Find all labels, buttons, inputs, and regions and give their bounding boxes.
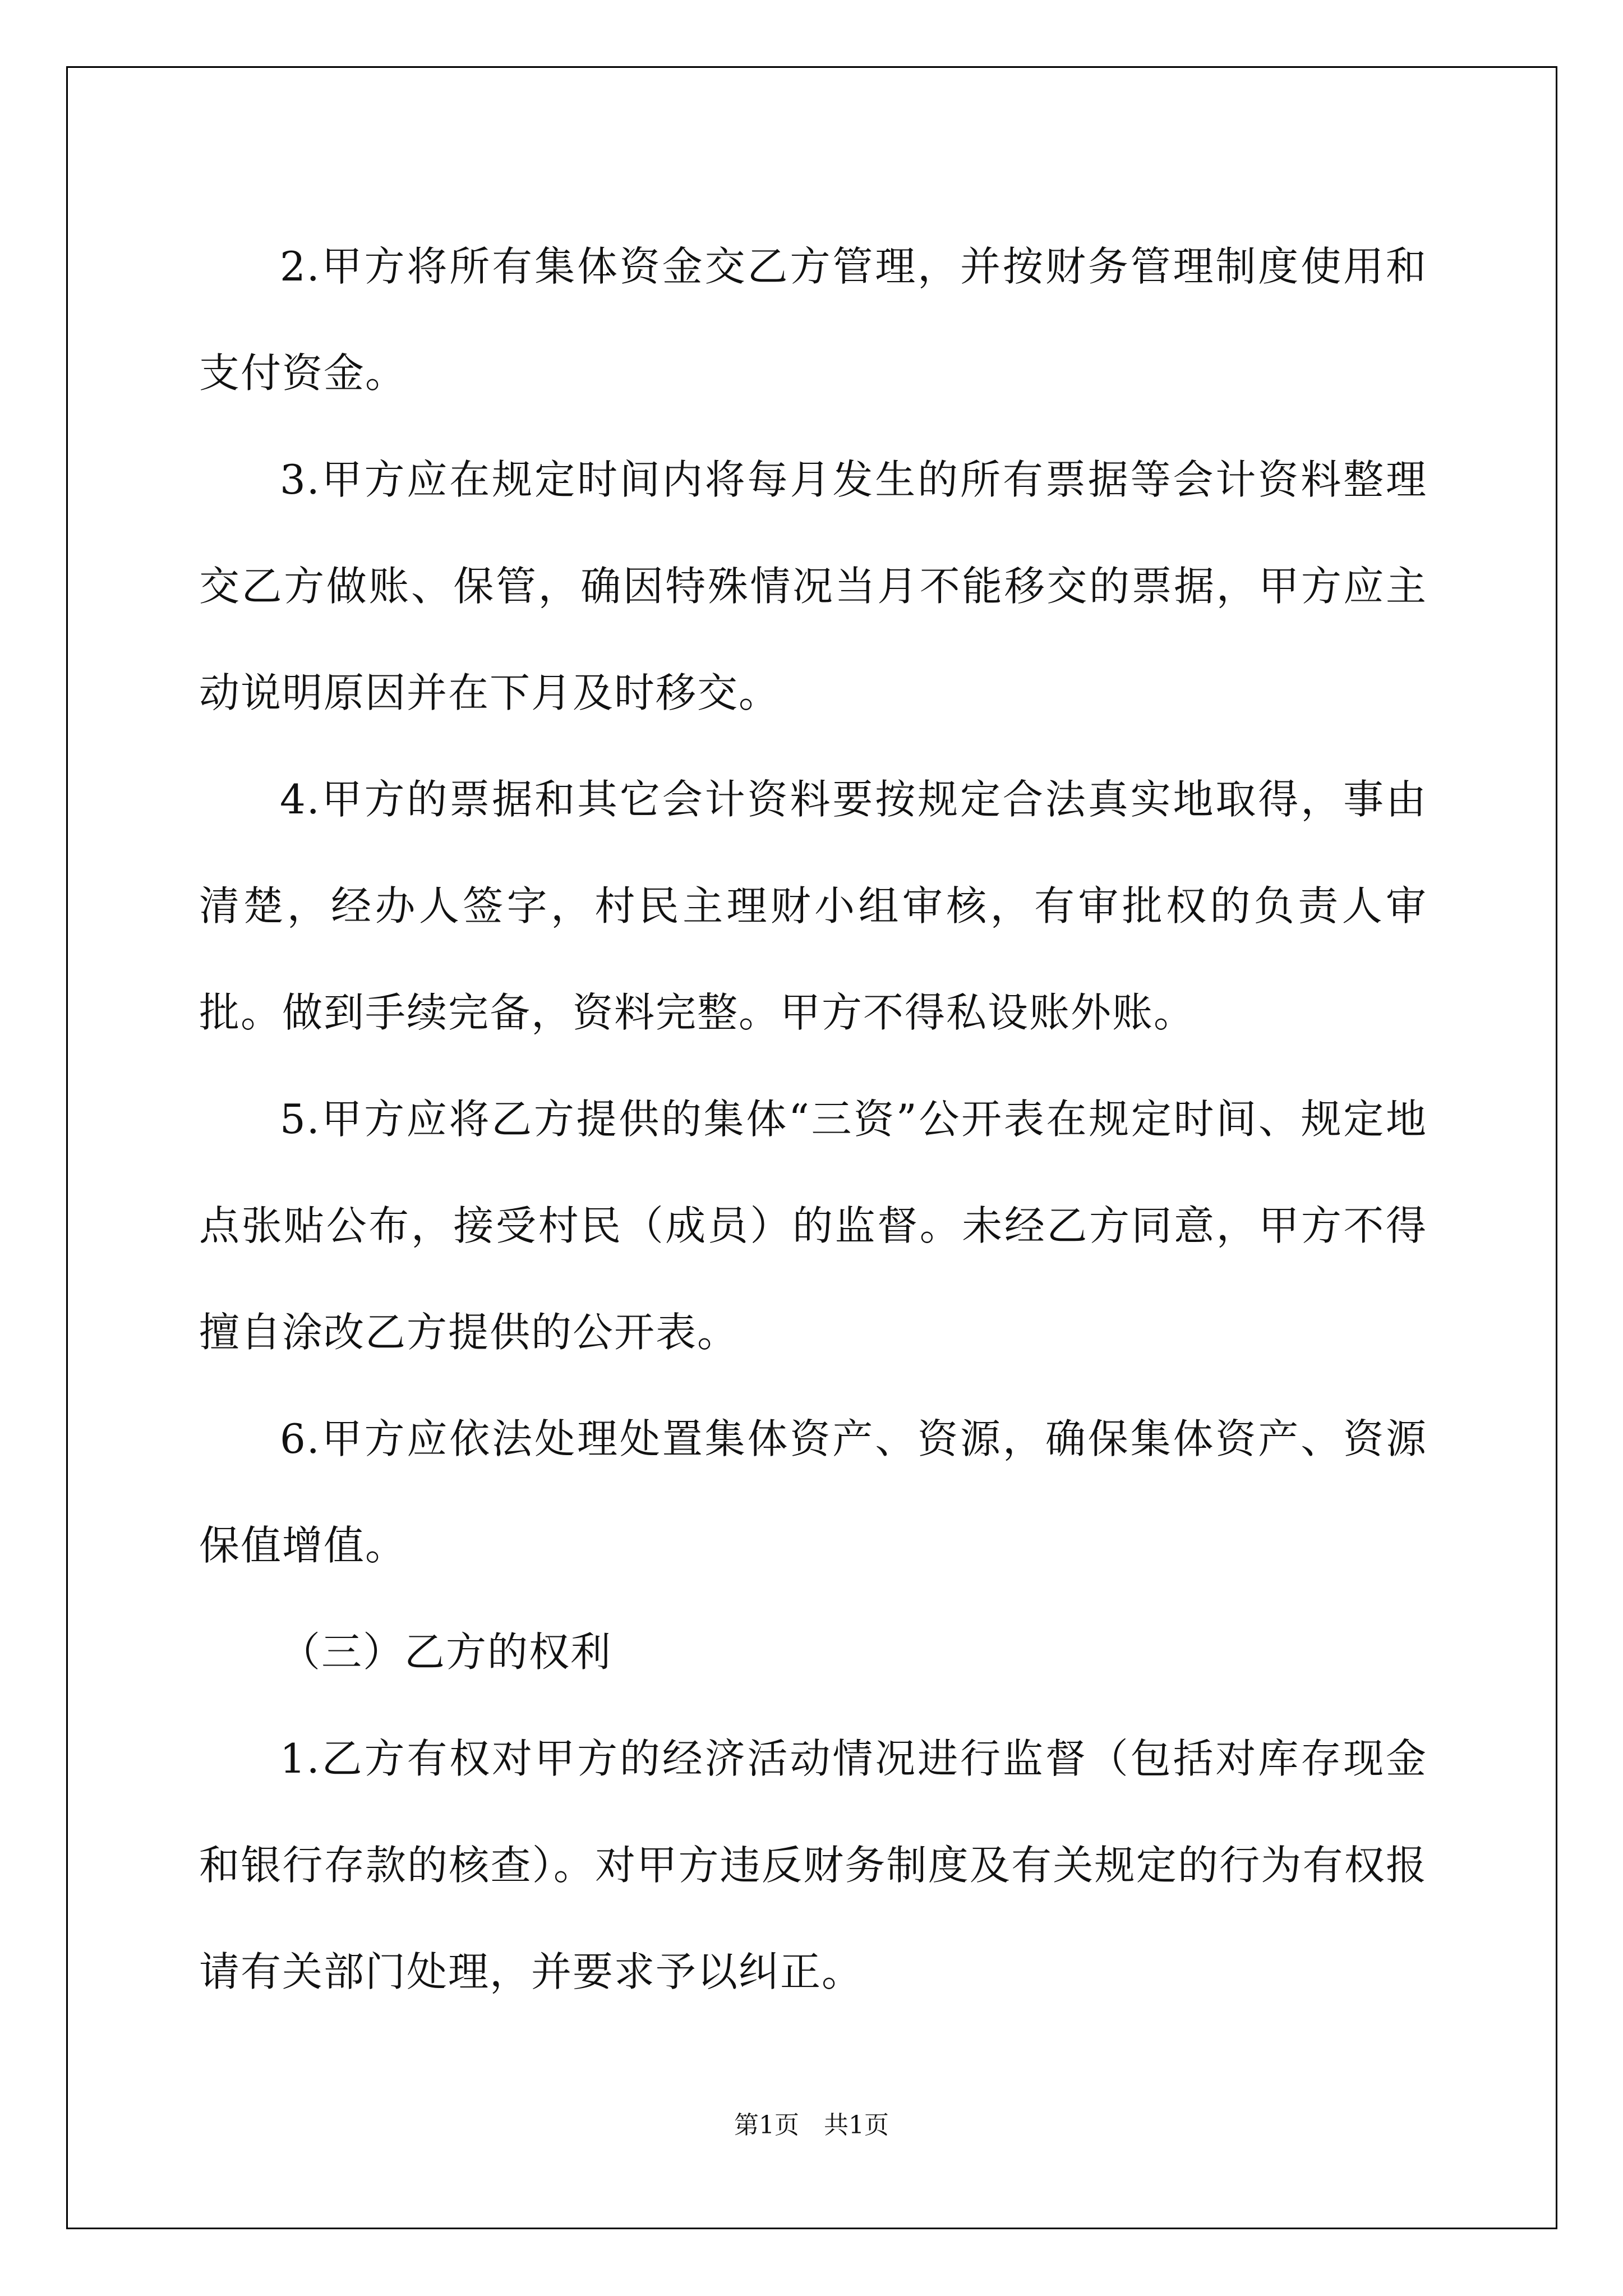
paragraph-item-1: 1.乙方有权对甲方的经济活动情况进行监督（包括对库存现金和银行存款的核查）。对甲方违反财务制度及有关规定的行为有权报请有关部门处理，并要求予以纠正。 — [199, 1735, 1427, 1995]
paragraph-item-5: 5.甲方应将乙方提供的集体“三资”公开表在规定时间、规定地点张贴公布，接受村民（成员）的监督。未经乙方同意，甲方不得擅自涂改乙方提供的公开表。 — [199, 1096, 1427, 1356]
paragraph-item-4: 4.甲方的票据和其它会计资料要按规定合法真实地取得，事由清楚，经办人签字，村民主理财小组审核，有审批权的负责人审批。做到手续完备，资料完整。甲方不得私设账外账。 — [199, 776, 1427, 1036]
paragraph-item-2: 2.甲方将所有集体资金交乙方管理，并按财务管理制度使用和支付资金。 — [199, 243, 1427, 397]
section-heading-party-b-rights: （三）乙方的权利 — [280, 1628, 612, 1676]
page-footer — [0, 2105, 1623, 2141]
document-body — [199, 213, 1427, 2025]
paragraph-item-6: 6.甲方应依法处理处置集体资产、资源，确保集体资产、资源保值增值。 — [199, 1415, 1427, 1569]
page-number: 第1页 — [734, 2111, 799, 2139]
paragraph-item-3: 3.甲方应在规定时间内将每月发生的所有票据等会计资料整理交乙方做账、保管，确因特殊情况当月不能移交的票据，甲方应主动说明原因并在下月及时移交。 — [199, 456, 1427, 716]
page-total: 共1页 — [824, 2111, 889, 2139]
